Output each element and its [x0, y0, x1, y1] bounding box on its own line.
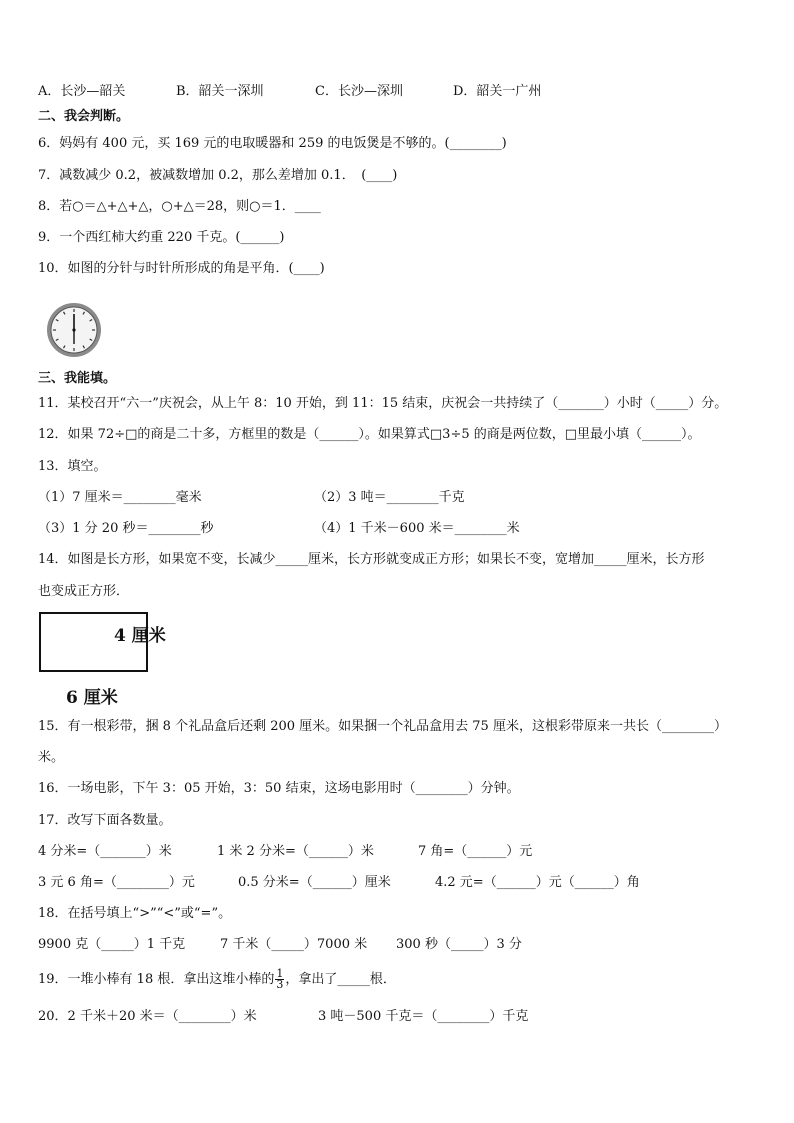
question-20-part-1: 20．2 千米＋20 米＝（________）米 — [38, 1009, 257, 1024]
question-13: 13．填空。 — [38, 459, 107, 474]
question-17-item-5: 0.5 分米=（______）厘米 — [238, 875, 391, 890]
question-14-line2: 也变成正方形． — [38, 584, 130, 599]
rectangle-width-label: 4 厘米 — [114, 626, 166, 646]
question-19-text-after: ，拿出了_____根． — [285, 972, 396, 987]
question-20-part-2: 3 吨－500 千克＝（________）千克 — [318, 1009, 529, 1024]
option-c: C．长沙—深圳 — [315, 84, 403, 99]
question-7: 7．减数减少 0.2，被减数增加 0.2，那么差增加 0.1． (____) — [38, 168, 398, 183]
question-17: 17．改写下面各数量。 — [38, 813, 172, 828]
question-17-item-6: 4.2 元=（______）元（______）角 — [435, 875, 640, 890]
section-title-judge: 二、我会判断。 — [38, 109, 130, 124]
question-17-item-2: 1 米 2 分米=（______）米 — [217, 844, 374, 859]
section-title-fill: 三、我能填。 — [38, 371, 117, 386]
question-16: 16．一场电影，下午 3：05 开始，3：50 结束，这场电影用时（________）分钟。 — [38, 781, 520, 796]
clock-icon — [46, 302, 102, 358]
question-18-item-2: 7 千米（_____）7000 米 — [220, 937, 368, 952]
question-15-line1: 15．有一根彩带，捆 8 个礼品盒后还剩 200 厘米。如果捆一个礼品盒用去 75 厘米，这根彩带原来一共长（________） — [38, 719, 727, 734]
question-12: 12．如果 72÷□的商是二十多，方框里的数是（______）。如果算式□3÷5 的商是两位数，□里最小填（______）。 — [38, 427, 701, 442]
question-19 — [38, 969, 396, 990]
question-18: 18．在括号填上“>”“<”或“=”。 — [38, 906, 232, 921]
fraction-denominator: 3 — [276, 978, 284, 991]
question-17-item-4: 3 元 6 角=（________）元 — [38, 875, 195, 890]
question-11: 11．某校召开“六一”庆祝会，从上午 8：10 开始，到 11：15 结束，庆祝会一共持续了（_______）小时（_____）分。 — [38, 396, 728, 411]
option-d: D．韶关一广州 — [453, 84, 542, 99]
question-17-item-1: 4 分米=（_______）米 — [38, 844, 172, 859]
question-8: 8．若○＝△+△+△，○+△＝28，则○＝1．____ — [38, 199, 321, 214]
fraction-numerator: 1 — [276, 967, 284, 980]
question-18-item-1: 9900 克（_____）1 千克 — [38, 937, 186, 952]
question-6: 6．妈妈有 400 元，买 169 元的电取暖器和 259 的电饭煲是不够的。(________) — [38, 136, 507, 151]
question-19-text-before: 19．一堆小棒有 18 根．拿出这堆小棒的 — [38, 972, 275, 987]
fraction-one-third — [275, 969, 284, 990]
rectangle-length-label: 6 厘米 — [66, 688, 118, 708]
question-14-line1: 14．如图是长方形，如果宽不变，长减少_____厘米，长方形就变成正方形；如果长不变，宽增加_____厘米，长方形 — [38, 552, 705, 567]
question-18-item-3: 300 秒（_____）3 分 — [396, 937, 522, 952]
question-13-2: （2）3 吨＝________千克 — [314, 490, 465, 505]
question-13-4: （4）1 千米－600 米＝________米 — [314, 521, 520, 536]
question-13-1: （1）7 厘米＝________毫米 — [38, 490, 202, 505]
option-a: A．长沙—韶关 — [38, 84, 126, 99]
question-15-line2: 米。 — [38, 750, 65, 765]
question-9: 9．一个西红柿大约重 220 千克。(______) — [38, 230, 285, 245]
question-10: 10．如图的分针与时针所形成的角是平角．(____) — [38, 261, 325, 276]
question-17-item-3: 7 角=（______）元 — [418, 844, 533, 859]
option-b: B．韶关一深圳 — [176, 84, 264, 99]
question-13-3: （3）1 分 20 秒＝________秒 — [38, 521, 214, 536]
